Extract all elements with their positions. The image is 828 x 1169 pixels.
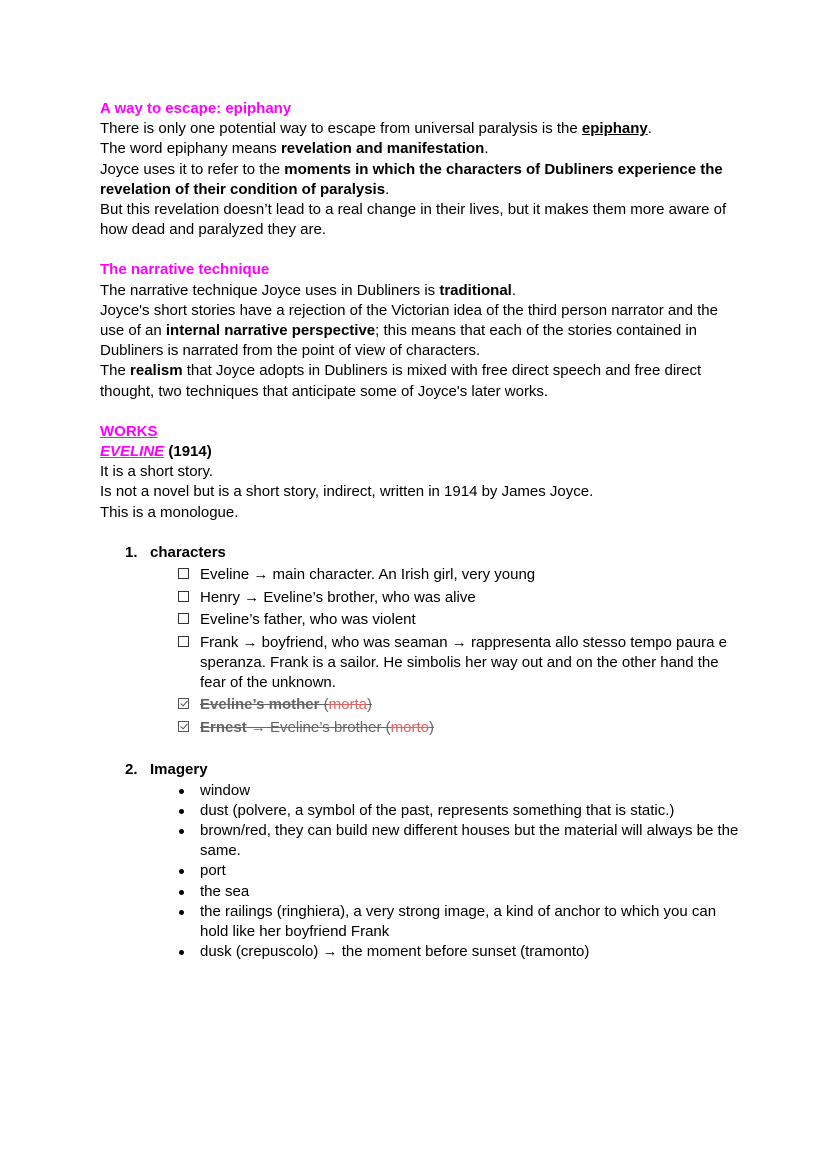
bullet-item [200,942,740,962]
bullet-icon [179,950,184,955]
section-heading-narrative: The narrative technique [100,261,270,279]
work-year: (1914) [164,443,212,461]
checklist-item-text [200,696,372,713]
bullet-text: brown/red, they can build new different houses but the material will always be the same. [200,822,739,860]
text: . [647,120,652,138]
bullet-text: dust (polvere, a symbol of the past, represents something that is static.) [200,801,675,819]
list-item-label: Imagery [150,761,208,779]
bold-text: traditional [439,281,512,299]
paragraph: This is a monologue. [100,503,239,521]
bullet-item [200,801,740,821]
work-title[interactable]: EVELINE [100,443,165,461]
text: ; this means that each of the stories contained in Dubliners is narrated from the point of view of characters. [100,322,698,360]
paragraph: It is a short story. [100,463,214,481]
paragraph [100,119,740,139]
checked-checkbox-icon[interactable] [178,721,189,732]
paragraph [100,139,740,159]
text: The word epiphany means [100,140,281,158]
checklist-item-text: Henry → Eveline’s brother, who was alive [200,588,476,606]
checklist-item-done [200,695,740,715]
checklist-item [200,565,740,585]
bullet-icon [179,890,184,895]
bullet-text: the sea [200,882,250,900]
bold-text: Ernest [200,718,247,736]
bullet-item [200,821,740,861]
list-number: 1. [125,543,138,561]
red-text: morto [390,718,429,736]
checkbox[interactable] [178,591,189,602]
checklist-item-text: Frank → boyfriend, who was seaman → rappresenta allo stesso tempo paura e speranza. Frank is a sailor. He simbolis her way out and on the other hand the fear of the unknown. [200,633,727,691]
bullet-list-imagery [200,781,740,963]
spacer [100,523,740,543]
text: ) [428,718,434,736]
work-title-line [100,442,740,462]
checkbox[interactable] [178,568,189,579]
keyword-epiphany: epiphany [581,120,648,138]
checklist-item-text: Eveline → main character. An Irish girl, very young [200,566,536,584]
numbered-item-characters [125,543,740,563]
text: . [511,281,517,299]
bullet-item [200,781,740,801]
checked-checkbox-icon[interactable] [178,698,189,709]
bullet-item [200,861,740,881]
text: that Joyce adopts in Dubliners is mixed with free direct speech and free direct thought, two techniques that anticipate some of Joyce's later works. [100,362,702,400]
text: The [100,362,131,380]
checklist-item [200,588,740,608]
bullet-item [200,902,740,942]
paragraph [100,160,740,200]
checkbox[interactable] [178,613,189,624]
text: The narrative technique Joyce uses in Dubliners is [100,281,440,299]
checklist-item-done [200,718,740,738]
text: There is only one potential way to escape from universal paralysis is the [100,120,582,138]
numbered-item-imagery [125,760,740,780]
checklist-characters [200,565,740,738]
checklist-item-text: Eveline’s father, who was violent [200,611,416,629]
text: → Eveline’s brother ( [246,718,391,736]
section-heading-works: WORKS [100,422,158,440]
bullet-text: dusk (crepuscolo) → the moment before sunset (tramonto) [200,943,590,961]
text: ( [319,696,329,714]
text: . [484,140,489,158]
checklist-item [200,610,740,630]
spacer [100,402,740,422]
bold-text: realism [130,362,183,380]
text: ) [367,696,373,714]
text: . [385,180,390,198]
bullet-text: port [200,862,226,880]
bold-text: revelation and manifestation [280,140,485,158]
bold-text: Eveline’s mother [200,696,320,714]
checkbox[interactable] [178,636,189,647]
document-content [100,99,740,963]
paragraph [100,361,740,401]
spacer [100,240,740,260]
bullet-text: the railings (ringhiera), a very strong image, a kind of anchor to which you can hold like her boyfriend Frank [200,902,717,941]
red-text: morta [328,696,368,714]
paragraph: Is not a novel but is a short story, indirect, written in 1914 by James Joyce. [100,483,594,501]
bullet-icon [179,809,184,814]
text: Joyce uses it to refer to the [100,160,285,178]
checklist-item [200,633,740,694]
paragraph [100,281,740,301]
bullet-icon [179,789,184,794]
spacer [100,740,740,760]
bullet-icon [179,829,184,834]
list-item-label: characters [150,543,226,561]
bold-text: moments in which the characters of Dubliners experience the revelation of their condition of paralysis [100,160,723,198]
section-heading-epiphany: A way to escape: epiphany [100,100,292,117]
text: Joyce's short stories have a rejection of the Victorian idea of the third person narrator and the use of an [100,301,718,340]
bullet-icon [179,869,184,874]
bullet-text: window [200,781,251,799]
checklist-item-text [200,719,434,736]
paragraph: But this revelation doesn’t lead to a real change in their lives, but it makes them more aware of how dead and paralyzed they are. [100,201,727,239]
bold-text: internal narrative perspective [165,322,376,340]
list-number: 2. [125,761,138,779]
paragraph [100,301,740,362]
bullet-item [200,882,740,902]
bullet-icon [179,910,184,915]
